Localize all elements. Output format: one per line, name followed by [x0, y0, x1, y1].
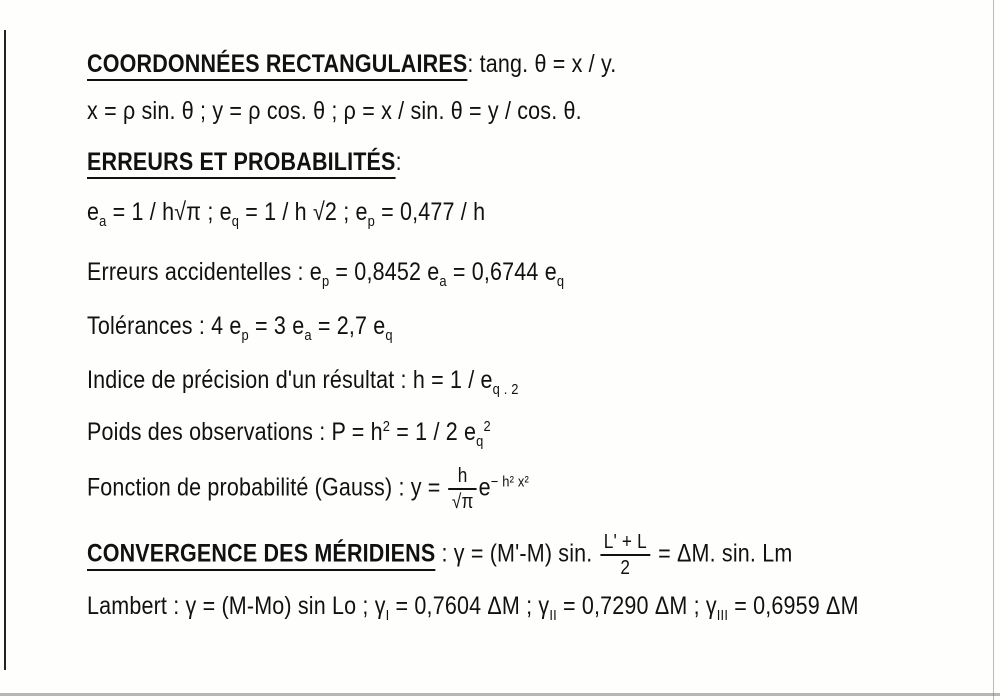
tolerances-label: Tolérances : 4 e — [87, 312, 242, 340]
subscript-ii: II — [549, 607, 557, 624]
subscript-q: q — [556, 273, 565, 290]
gauss-line — [87, 464, 529, 514]
rect-coords-tangent: : tang. θ = x / y. — [467, 50, 617, 78]
rect-coords-line — [87, 50, 616, 79]
subscript-p: p — [321, 273, 330, 290]
convergence-fraction — [600, 530, 650, 580]
tolerances-line — [87, 312, 393, 344]
subscript-q: q — [492, 381, 501, 398]
fraction-numerator: L' + L — [600, 530, 650, 556]
ea-equation: = 1 / h√π ; e — [106, 198, 232, 226]
error-relations-line — [87, 198, 485, 230]
precision-index-line — [87, 366, 519, 398]
weights-mid: = 1 / 2 e — [390, 418, 477, 446]
lambert-lead: Lambert : γ = (M-Mo) sin Lo ; γ — [87, 592, 386, 620]
subscript-p: p — [241, 327, 249, 344]
convergence-line — [87, 530, 792, 580]
convergence-tail: = ΔM. sin. Lm — [651, 539, 793, 568]
rect-coords-title: COORDONNÉES RECTANGULAIRES — [87, 50, 468, 78]
lambert-value-2: = 0,7290 ΔM ; γ — [556, 592, 717, 620]
precision-tail: . 2 — [500, 381, 519, 398]
convergence-title: CONVERGENCE DES MÉRIDIENS — [87, 539, 436, 568]
convergence-lead: : γ = (M'-M) sin. — [435, 539, 593, 568]
lambert-value-3: = 0,6959 ΔM — [728, 592, 859, 620]
symbol-e: e — [478, 473, 491, 502]
errors-title-colon: : — [395, 148, 402, 176]
superscript-2: 2 — [382, 418, 391, 435]
errors-title: ERREURS ET PROBABILITÉS — [87, 148, 396, 176]
tolerances-eq: = 2,7 e — [311, 312, 386, 340]
card-bottom-edge — [0, 693, 1000, 696]
subscript-q: q — [476, 433, 484, 450]
subscript-iii: III — [716, 607, 729, 624]
polar-conversion-line: x = ρ sin. θ ; y = ρ cos. θ ; ρ = x / sin. θ = y / cos. θ. — [87, 97, 582, 125]
subscript-p: p — [367, 213, 375, 230]
accidental-eq: = 0,6744 e — [446, 258, 557, 286]
subscript-q: q — [231, 213, 240, 230]
card-right-edge — [993, 0, 994, 700]
weights-line — [87, 418, 491, 450]
subscript-q: q — [385, 327, 393, 344]
ep-equation: = 0,477 / h — [374, 198, 486, 226]
accidental-errors-line — [87, 258, 564, 290]
errors-title-line — [87, 148, 402, 177]
tolerances-ea: = 3 e — [248, 312, 305, 340]
accidental-ea: = 0,8452 e — [329, 258, 440, 286]
eq-equation: = 1 / h √2 ; e — [239, 198, 368, 226]
gauss-exponent: − h² x² — [490, 473, 529, 491]
lambert-value-1: = 0,7604 ΔM ; γ — [389, 592, 550, 620]
fraction-denominator: √π — [451, 491, 474, 513]
accidental-label: Erreurs accidentelles : e — [87, 258, 322, 286]
subscript-i: I — [385, 607, 390, 624]
symbol-e: e — [87, 198, 100, 226]
precision-label: Indice de précision d'un résultat : h = 1 / e — [87, 366, 493, 394]
subscript-a: a — [99, 213, 107, 230]
lambert-line — [87, 592, 859, 624]
superscript-2: 2 — [483, 418, 491, 435]
subscript-a: a — [304, 327, 312, 344]
fraction-numerator: h — [448, 464, 477, 490]
fraction-denominator: 2 — [620, 557, 631, 579]
gauss-label: Fonction de probabilité (Gauss) : y = — [87, 473, 441, 502]
weights-label: Poids des observations : P = h — [87, 418, 383, 446]
card-left-edge — [4, 30, 6, 670]
subscript-a: a — [439, 273, 447, 290]
gauss-fraction — [448, 464, 477, 514]
